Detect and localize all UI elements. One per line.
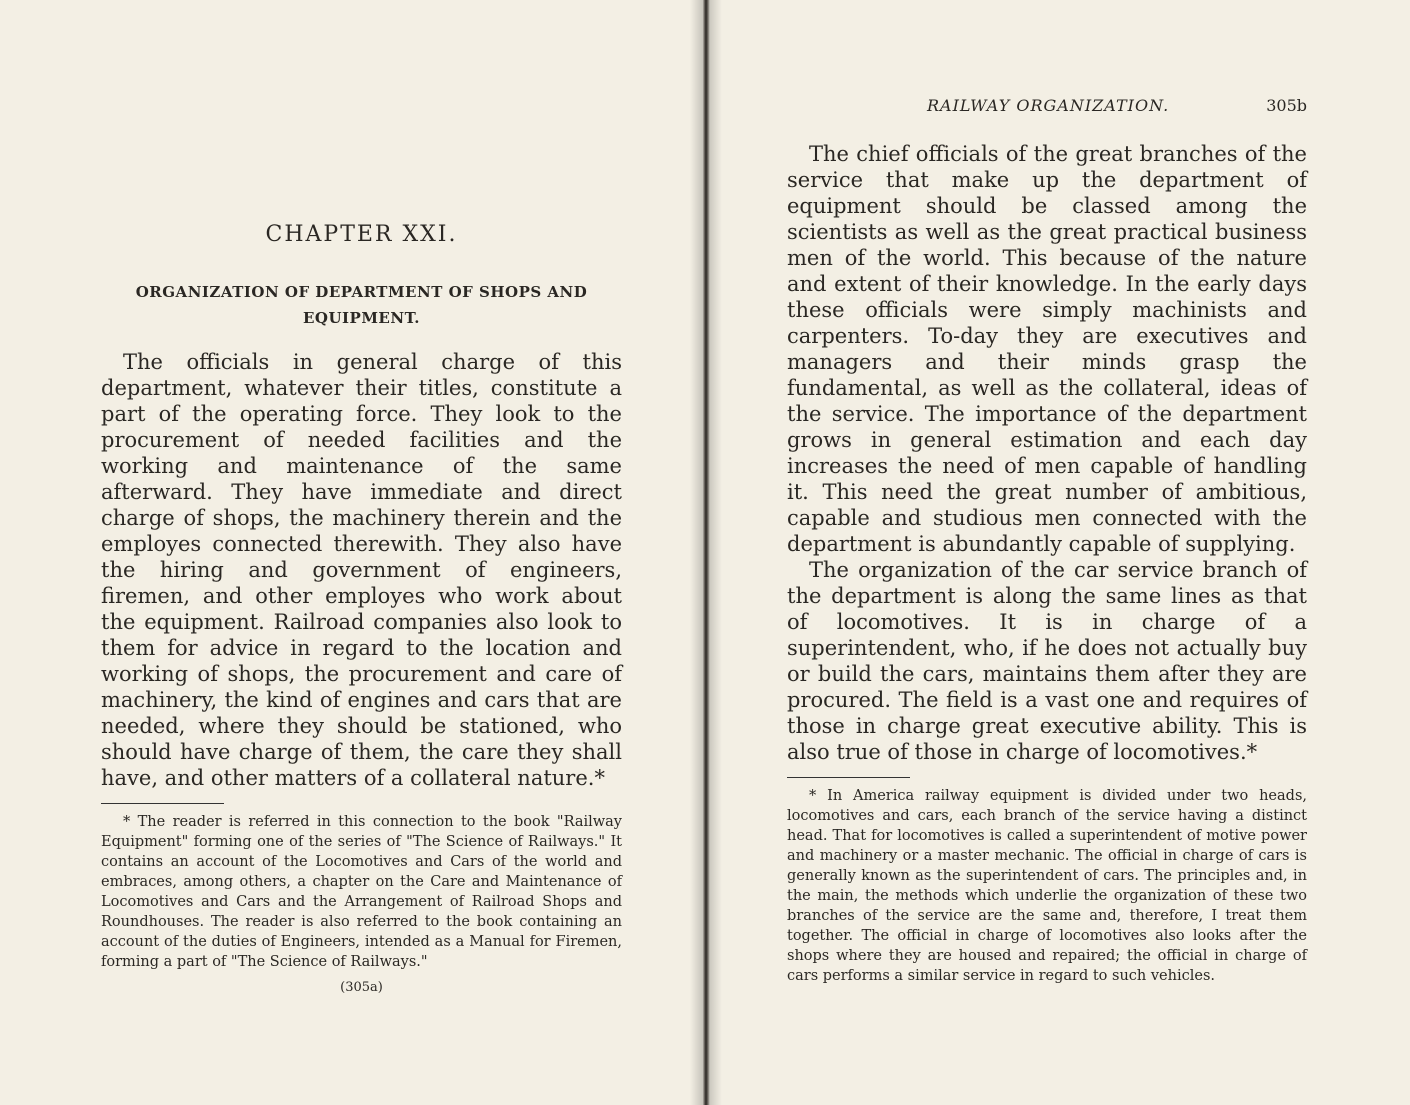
footnote-rule xyxy=(787,777,910,778)
right-page-content xyxy=(787,96,1307,986)
footnote: * In America railway equipment is divided under two heads, locomotives and cars, each branch of the service having a distinct head. That for locomotives is called a superintendent of motive power and machinery or a master mechanic. The official in charge of cars is generally known as the superintendent of cars. The principles and, in the main, the methods which underlie the organization of these two branches of the service are the same and, therefore, I treat them together. The official in charge of locomotives also looks after the shops where they are housed and repaired; the official in charge of cars performs a similar service in regard to such vehicles. xyxy=(787,788,1307,984)
section-title: ORGANIZATION OF DEPARTMENT OF SHOPS AND EQUIPMENT. xyxy=(135,283,588,327)
running-head xyxy=(787,96,1307,115)
book-gutter xyxy=(690,0,722,1105)
body-paragraph: The officials in general charge of this department, whatever their titles, constitute a part of the operating force. They look to the procurement of needed facilities and the working and maintenance of the same afterward. They have immediate and direct charge of shops, the machinery therein and the employes connected therewith. They also have the hiring and government of engineers, firemen, and other employes who work about the equipment. Railroad companies also look to them for advice in regard to the location and working of shops, the procurement and care of machinery, the kind of engines and cars that are needed, where they should be stationed, who should have charge of them, the care they shall have, and other matters of a collateral nature.* xyxy=(101,350,622,790)
footnote-rule xyxy=(101,803,224,804)
running-head-title: RAILWAY ORGANIZATION. xyxy=(927,96,1170,115)
body-paragraph-1: The chief officials of the great branches of the service that make up the department of equipment should be classed among the scientists as well as the great practical business men of the world. This because of the nature and extent of their knowledge. In the early days these officials were simply machinists and carpenters. To-day they are executives and managers and their minds grasp the fundamental, as well as the collateral, ideas of the service. The importance of the department grows in general estimation and each day increases the need of men capable of handling it. This need the great number of ambitious, capable and studious men connected with the department is abundantly capable of supplying. xyxy=(787,142,1307,556)
page-number: 305b xyxy=(1266,96,1307,115)
left-page-content xyxy=(101,222,622,995)
right-page xyxy=(709,0,1410,1105)
chapter-title: CHAPTER XXI. xyxy=(265,222,458,247)
body-paragraph-2: The organization of the car service branch of the department is along the same lines as that of locomotives. It is in charge of a superintendent, who, if he does not actually buy or build the cars, maintains them after they are procured. The field is a vast one and requires of those in charge great executive ability. This is also true of those in charge of locomotives.* xyxy=(787,558,1307,764)
left-page xyxy=(0,0,703,1105)
footnote: * The reader is referred in this connection to the book "Railway Equipment" forming one of the series of "The Science of Railways." It contains an account of the Locomotives and Cars of the world and embraces, among others, a chapter on the Care and Maintenance of Locomotives and Cars and the Arrangement of Railroad Shops and Roundhouses. The reader is also referred to the book containing an account of the duties of Engineers, intended as a Manual for Firemen, forming a part of "The Science of Railways." xyxy=(101,814,622,970)
folio: (305a) xyxy=(340,980,383,995)
